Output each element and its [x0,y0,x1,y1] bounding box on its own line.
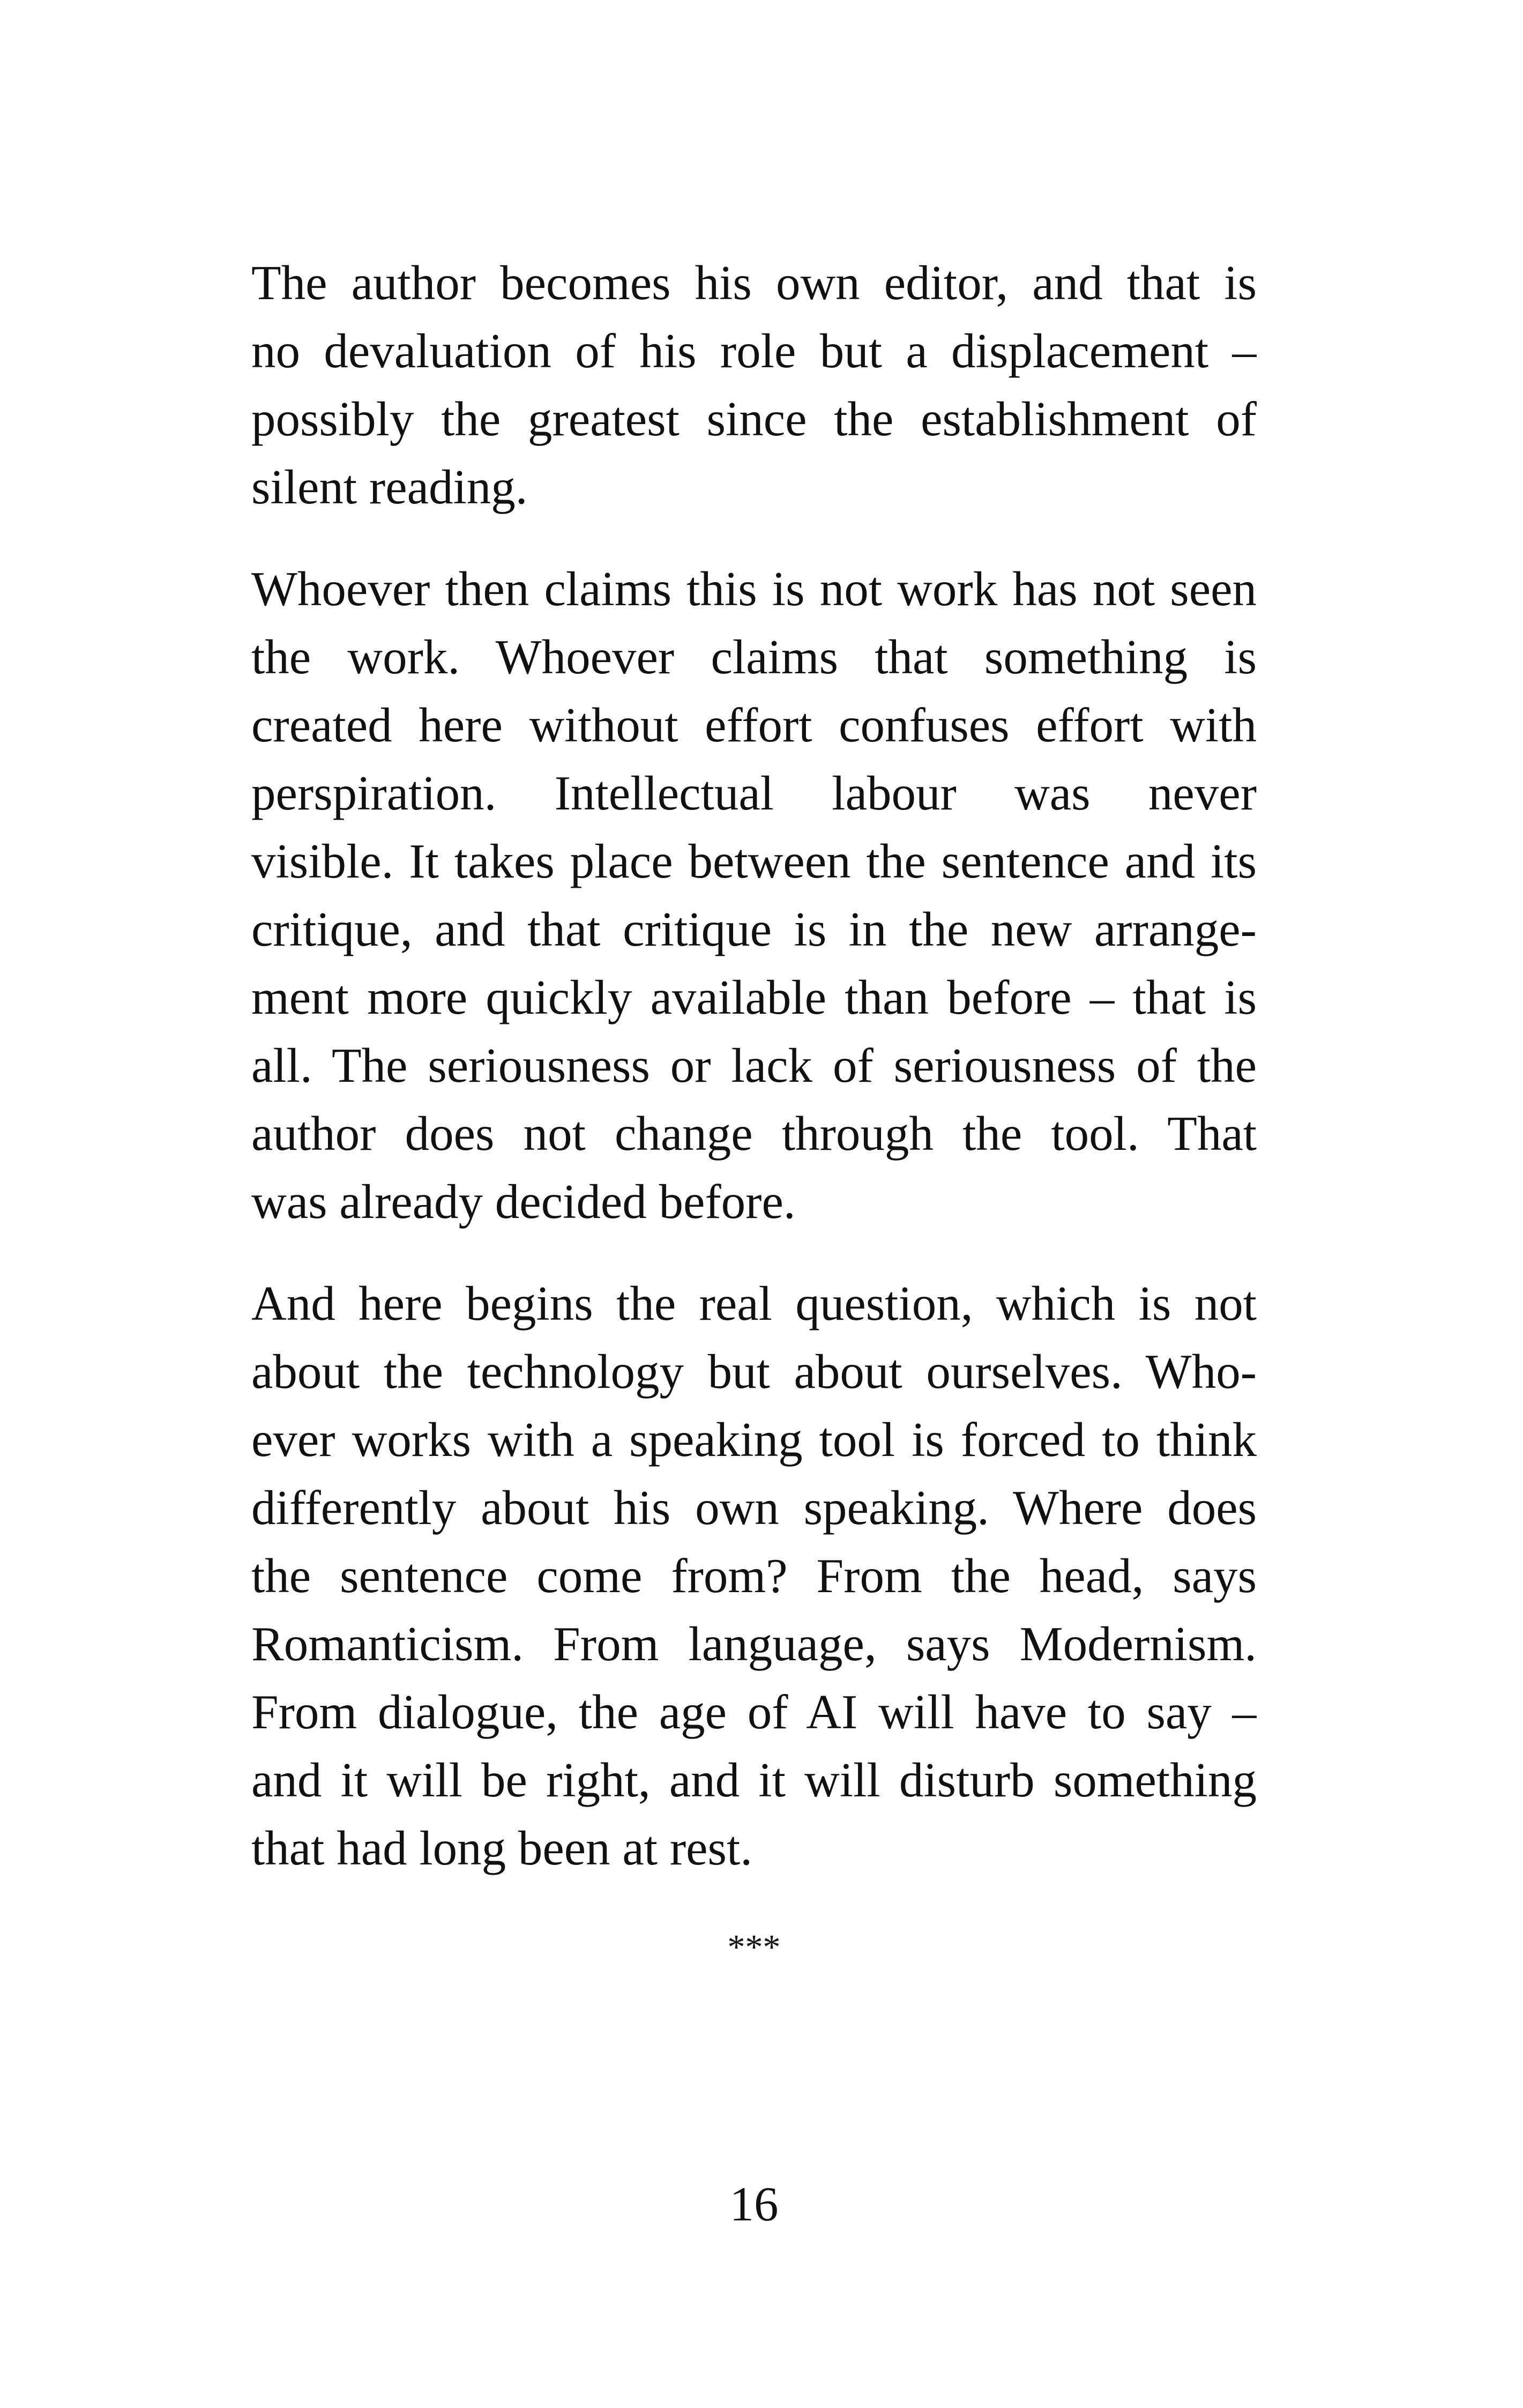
paragraph [251,555,1257,1236]
text-line: The author becomes his own editor, and that is [251,256,1257,310]
text-line: differently about his own speaking. Where does [251,1481,1257,1535]
body-text [251,249,1257,1882]
section-separator: *** [727,1928,781,1967]
text-line: visible. It takes place between the sentence and its [251,834,1257,888]
text-line: critique, and that critique is in the new arrange- [251,902,1257,956]
text-line: about the technology but about ourselves. Who- [251,1344,1257,1399]
text-line: possibly the greatest since the establishment of [251,392,1257,446]
text-line: the sentence come from? From the head, says [251,1549,1257,1603]
text-line: ever works with a speaking tool is forced to think [251,1413,1257,1467]
text-line: perspiration. Intellectual labour was never [251,766,1257,820]
text-line: created here without effort confuses effort with [251,698,1257,752]
text-line: And here begins the real question, which is not [251,1276,1257,1331]
text-line: all. The seriousness or lack of seriousness of the [251,1038,1257,1092]
text-line: the work. Whoever claims that something is [251,630,1257,684]
text-line: that had long been at rest. [251,1821,752,1875]
text-line: was already decided before. [251,1175,796,1229]
text-line: ment more quickly available than before – that is [251,970,1257,1024]
text-line: author does not change through the tool. That [251,1106,1257,1161]
paragraph [251,1269,1257,1882]
page-number: 16 [729,2177,779,2231]
text-line: silent reading. [251,460,528,514]
text-line: and it will be right, and it will disturb something [251,1753,1257,1807]
text-line: Romanticism. From language, says Modernism. [251,1617,1257,1671]
text-line: From dialogue, the age of AI will have to say – [251,1685,1257,1739]
paragraph [251,249,1257,521]
text-line: Whoever then claims this is not work has not seen [251,562,1257,616]
text-line: no devaluation of his role but a displacement – [251,324,1257,378]
